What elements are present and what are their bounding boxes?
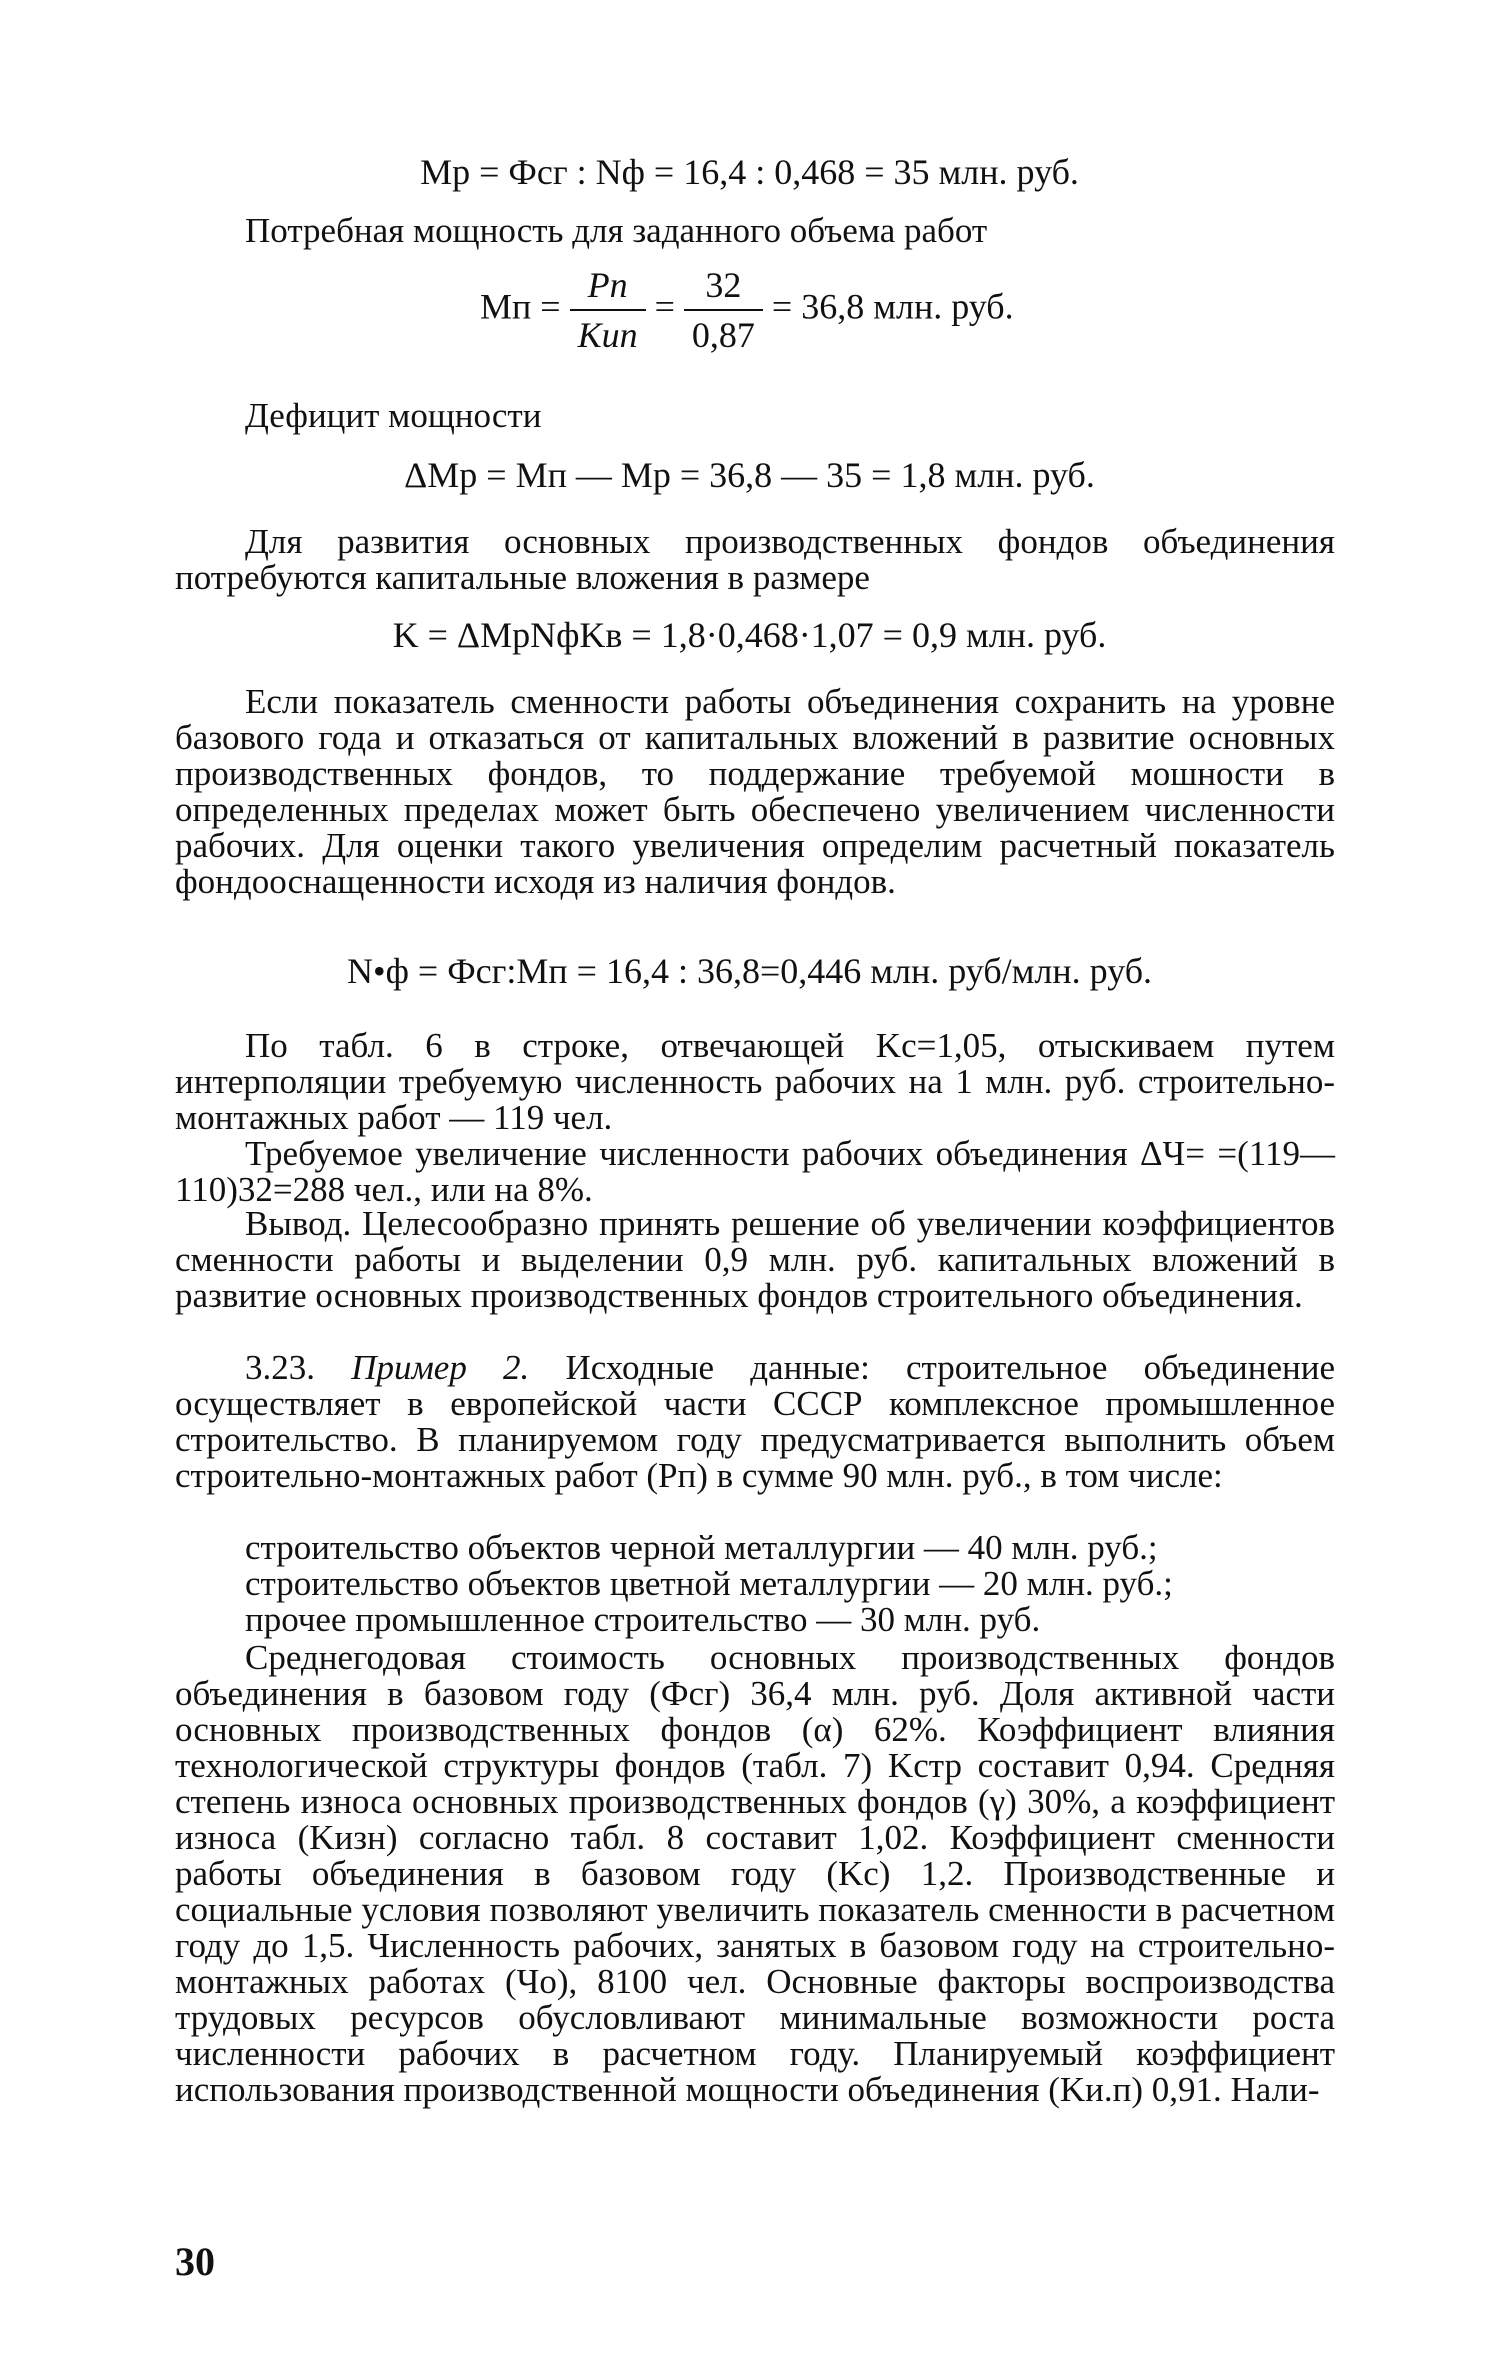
- paragraph-investment: Для развития основных производственных фондов объединения потребуются капитальные вложения в размере: [175, 522, 1335, 597]
- paragraph-shift-ratio: Если показатель сменности работы объединения сохранить на уровне базового года и отказаться от капитальных вложений в развитие основных производственных фондов, то поддержание требуемой мошности в определенных пределах может быть обеспечено увеличением численности рабочих. Для оценки такого увеличения определим расчетный показатель фондооснащенности исходя из наличия фондов.: [175, 682, 1335, 901]
- formula-capacity-base: Мр = Фсг : Nф = 16,4 : 0,468 = 35 млн. руб.: [420, 152, 1079, 192]
- formula-fund-equipment: N•ф = Фсг:Мп = 16,4 : 36,8=0,446 млн. руб/млн. руб.: [346, 951, 1153, 991]
- page-number: 30: [175, 2239, 215, 2284]
- formula-required-capacity: [480, 265, 1014, 355]
- fraction-2-numerator: 32: [684, 265, 763, 311]
- formula-equals: =: [654, 286, 675, 327]
- paragraph-required-capacity: Потребная мощность для заданного объема работ: [245, 211, 988, 250]
- paragraph-source-data: Среднегодовая стоимость основных производственных фондов объединения в базовом году (Фсг) 36,4 млн. руб. Доля активной части основных производственных фондов (α) 62%. Коэффициент влияния технологической структуры фондов (табл. 7) Kстр составит 0,94. Средняя степень износа основных производственных фондов (γ) 30%, а коэффициент износа (Kизн) согласно табл. 8 составит 1,02. Коэффициент сменности работы объединения в базовом году (Kс) 1,2. Производственные и социальные условия позволяют увеличить показатель сменности в расчетном году до 1,5. Численность рабочих, занятых в базовом году на строительно-монтажных работах (Чо), 8100 чел. Основные факторы воспроизводства трудовых ресурсов обусловливают минимальные возможности роста численности рабочих в расчетном году. Планируемый коэффициент использования производственной мощности объединения (Kи.п) 0,91. Нали-: [175, 1638, 1335, 2109]
- fraction-2-denominator: 0,87: [691, 315, 755, 355]
- paragraph-conclusion: Вывод. Целесообразно принять решение об увеличении коэффициентов сменности работы и выделении 0,9 млн. руб. капитальных вложений в развитие основных производственных фондов строительного объединения.: [175, 1204, 1335, 1315]
- list-item: прочее промышленное строительство — 30 млн. руб.: [245, 1600, 1041, 1639]
- formula-deficit: ΔМр = Мп — Мр = 36,8 — 35 = 1,8 млн. руб.: [404, 455, 1095, 495]
- list-item: строительство объектов цветной металлургии — 20 млн. руб.;: [245, 1564, 1173, 1603]
- paragraph-capacity-deficit: Дефицит мощности: [245, 396, 542, 435]
- fraction-1-denominator: Kип: [577, 315, 638, 355]
- list-item: строительство объектов черной металлургии — 40 млн. руб.;: [245, 1528, 1158, 1567]
- example-body: Исходные данные: строительное объединение осуществляет в европейской части СССР комплексное промышленное строительство. В планируемом году предусматривается выполнить объем строительно-монтажных работ (Pп) в сумме 90 млн. руб., в том числе:: [175, 1348, 1336, 1495]
- formula-lhs: Мп =: [480, 286, 561, 327]
- example-title: Пример 2.: [351, 1348, 530, 1387]
- fraction-2: [684, 265, 763, 355]
- fraction-1-numerator: Pп: [570, 265, 646, 311]
- formula-investment: K = ΔМрNфKв = 1,8·0,468·1,07 = 0,9 млн. руб.: [392, 615, 1107, 655]
- formula-rhs: = 36,8 млн. руб.: [771, 286, 1014, 327]
- paragraph-example-2: [175, 1350, 1335, 1494]
- paragraph-table-6: По табл. 6 в строке, отвечающей Kс=1,05, отыскиваем путем интерполяции требуемую численность рабочих на 1 млн. руб. строительно-монтажных работ — 119 чел.: [175, 1026, 1335, 1137]
- paragraph-workforce-increase: Требуемое увеличение численности рабочих объединения ΔЧ= =(119—110)32=288 чел., или на 8%.: [175, 1134, 1335, 1209]
- fraction-1: [570, 265, 646, 355]
- section-number: 3.23.: [245, 1348, 315, 1387]
